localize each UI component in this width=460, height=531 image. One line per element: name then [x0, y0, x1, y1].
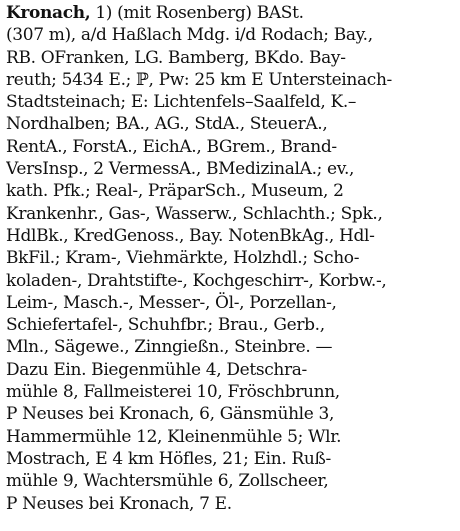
entry-line-22: mühle 9, Wachtersmühle 6, Zollscheer, — [6, 471, 329, 492]
entry-line-11: HdlBk., KredGenoss., Bay. NotenBkAg., Hdl- — [6, 225, 375, 246]
entry-line-13: koladen-, Drahtstifte-, Kochgeschirr-, Korbw.-, — [6, 270, 387, 291]
entry-line-1 — [6, 2, 458, 24]
entry-line-5: Stadtsteinach; E: Lichtenfels–Saalfeld, K.– — [6, 92, 357, 113]
entry-line-2: (307 m), a/d Haßlach Mdg. i/d Rodach; Bay., — [6, 25, 373, 46]
entry-line-14: Leim-, Masch.-, Messer-, Öl-, Porzellan-, — [6, 292, 337, 313]
entry-line-7: RentA., ForstA., EichA., BGrem., Brand- — [6, 136, 337, 157]
entry-line-18: mühle 8, Fallmeisterei 10, Fröschbrunn, — [6, 382, 340, 403]
entry-line-10: Krankenhr., Gas-, Wasserw., Schlachth.; Spk., — [6, 203, 383, 224]
entry-line-3: RB. OFranken, LG. Bamberg, BKdo. Bay- — [6, 47, 346, 68]
entry-line-6: Nordhalben; BA., AG., StdA., SteuerA., — [6, 114, 328, 135]
entry-line-4: reuth; 5434 E.; ℙ, Pw: 25 km E Untersteinach- — [6, 69, 392, 90]
entry-line-9: kath. Pfk.; Real-, PräparSch., Museum, 2 — [6, 181, 344, 202]
entry-line-19: P Neuses bei Kronach, 6, Gänsmühle 3, — [6, 404, 335, 425]
headword: Kronach, — [6, 3, 91, 23]
gazetteer-entry — [6, 2, 458, 515]
entry-line-15: Schiefertafel-, Schuhfbr.; Brau., Gerb., — [6, 315, 325, 336]
entry-line-17: Dazu Ein. Biegenmühle 4, Detschra- — [6, 359, 307, 380]
entry-line-23: P Neuses bei Kronach, 7 E. — [6, 493, 232, 514]
entry-line-1-text: 1) (mit Rosenberg) BASt. — [90, 3, 304, 23]
entry-line-8: VersInsp., 2 VermessA., BMedizinalA.; ev., — [6, 159, 355, 180]
entry-line-21: Mostrach, E 4 km Höfles, 21; Ein. Ruß- — [6, 448, 331, 469]
entry-line-12: BkFil.; Kram-, Viehmärkte, Holzhdl.; Scho- — [6, 248, 360, 269]
entry-line-16: Mln., Sägewe., Zinngießn., Steinbre. — — [6, 337, 333, 358]
entry-line-20: Hammermühle 12, Kleinenmühle 5; Wlr. — [6, 426, 342, 447]
